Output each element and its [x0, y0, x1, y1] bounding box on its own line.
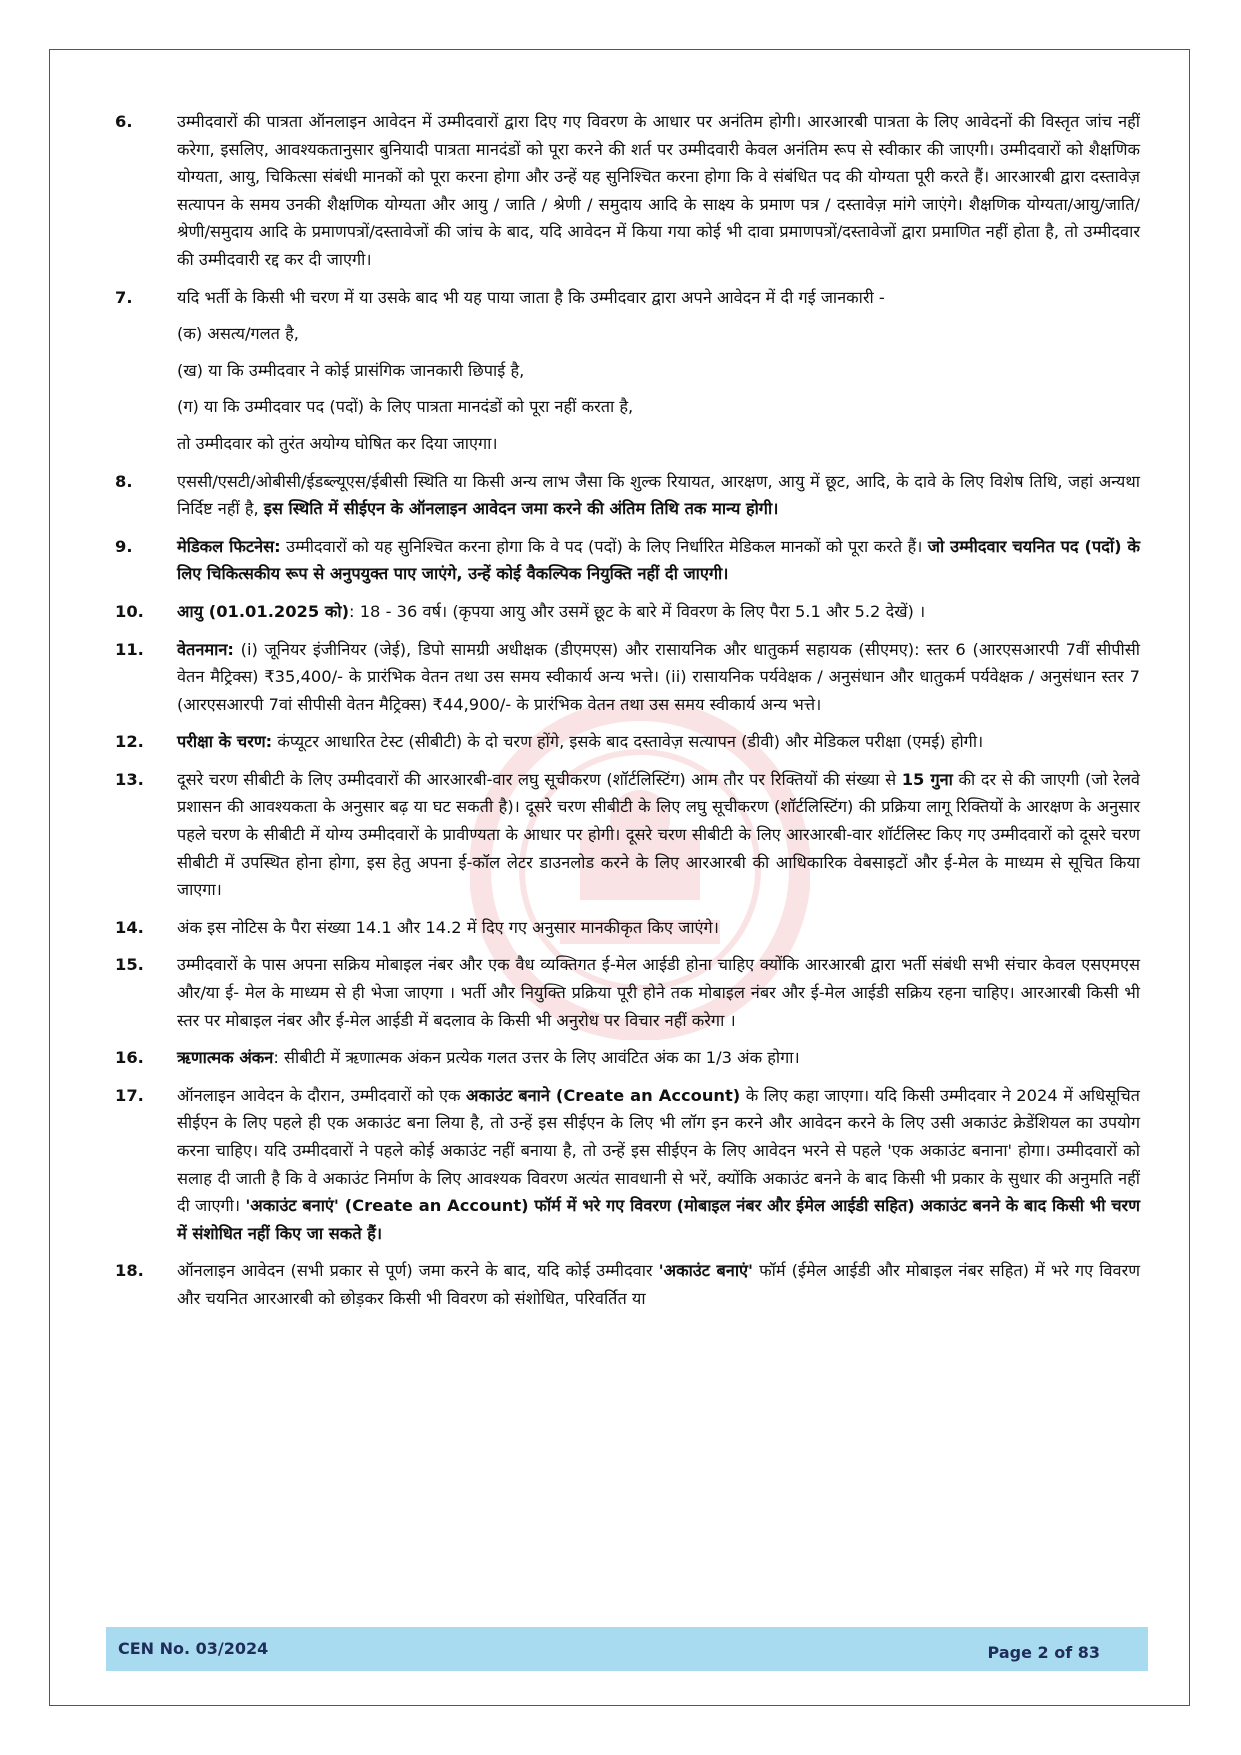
para-6: [115, 108, 1140, 274]
para-number: 17.: [115, 1085, 144, 1105]
para-number: 8.: [115, 471, 133, 491]
para-17: [115, 1082, 1140, 1248]
para-text-continued: की दर से की जाएगी (जो रेलवे प्रशासन की आवश्यकता के अनुसार बढ़ या घट सकती है)। दूसरे चरण सीबीटी के लिए लघु सूचीकरण (शॉर्टलिस्टिंग) की प्रक्रिया लागू रिक्तियों के आरक्षण के अनुसार पहले चरण के सीबीटी में योग्य उम्मीदवारों के प्रावीण्यता के आधार पर होगी। दूसरे चरण सीबीटी के लिए आरआरबी-वार शॉर्टलिस्ट किए गए उम्मीदवारों को दूसरे चरण सीबीटी में उपस्थित होना होगा, इस हेतु अपना ई-कॉल लेटर डाउनलोड करने के लिए आरआरबी की आधिकारिक वेबसाइटों और ई-मेल के माध्यम से सूचित किया जाएगा।: [177, 769, 1140, 900]
page-number: Page 2 of 83: [987, 1643, 1100, 1662]
sub-clause-c: (ग) या कि उम्मीदवार पद (पदों) के लिए पात्रता मानदंडों को पूरा नहीं करता है,: [177, 397, 634, 417]
para-text: : सीबीटी में ऋणात्मक अंकन प्रत्येक गलत उत्तर के लिए आवंटित अंक का 1/3 अंक होगा।: [273, 1048, 800, 1068]
para-text: : 18 - 36 वर्ष। (कृपया आयु और उसमें छूट के बारे में विवरण के लिए पैरा 5.1 और 5.2 देखें) ।: [349, 601, 926, 621]
para-number: 15.: [115, 955, 144, 975]
para-text: उम्मीदवारों की पात्रता ऑनलाइन आवेदन में उम्मीदवारों द्वारा दिए गए विवरण के आधार पर अनंतिम होगी। आरआरबी पात्रता के लिए आवेदनों की विस्तृत जांच नहीं करेगा, इसलिए, आवश्यकतानुसार बुनियादी पात्रता मानदंडों को पूरा करने की शर्त पर उम्मीदवारी केवल अनंतिम रूप से स्वीकार की जाएगी। उम्मीदवारों को शैक्षणिक योग्यता, आयु, चिकित्सा संबंधी मानकों को पूरा करना होगा और उन्हें यह सुनिश्चित करना होगा कि वे संबंधित पद की योग्यता पूरी करते हैं। आरआरबी द्वारा दस्तावेज़ सत्यापन के समय उनकी शैक्षणिक योग्यता और आयु / जाति / श्रेणी / समुदाय आदि के साक्ष्य के प्रमाण पत्र / दस्तावेज़ मांगे जाएंगे। शैक्षणिक योग्यता/आयु/जाति/श्रेणी/समुदाय आदि के प्रमाणपत्रों/दस्तावेजों की जांच के बाद, यदि आवेदन में किया गया कोई भी दावा प्रमाणपत्रों/दस्तावेजों द्वारा प्रमाणित नहीं होता है, तो उम्मीदवार की उम्मीदवारी रद्द कर दी जाएगी।: [177, 112, 1140, 269]
para-label: वेतनमान:: [177, 639, 234, 659]
para-label: ऋणात्मक अंकन: [177, 1048, 274, 1068]
para-12: [115, 728, 1140, 756]
para-number: 10.: [115, 601, 144, 621]
sub-clause-a: (क) असत्य/गलत है,: [177, 324, 299, 344]
para-bold-text-2: 'अकाउंट बनाएं' (Create an Account) फॉर्म में भरे गए विवरण (मोबाइल नंबर और ईमेल आईडी सहित) अकाउंट बनने के बाद किसी भी चरण में संशोधित नहीं किए जा सकते हैं।: [177, 1196, 1140, 1243]
page-footer: [106, 1627, 1148, 1671]
para-8: [115, 468, 1140, 523]
para-9: [115, 533, 1140, 588]
para-number: 16.: [115, 1048, 144, 1068]
para-16: [115, 1044, 1140, 1072]
para-bold-text: जो उम्मीदवार चयनित पद (पदों) के लिए चिकित्सकीय रूप से अनुपयुक्त पाए जाएंगे, उन्हें कोई वैकल्पिक नियुक्ति नहीं दी जाएगी।: [177, 536, 1140, 584]
para-text: दूसरे चरण सीबीटी के लिए उम्मीदवारों की आरआरबी-वार लघु सूचीकरण (शॉर्टलिस्टिंग) आम तौर पर रिक्तियों की संख्या से: [177, 769, 897, 789]
para-bold-text: इस स्थिति में सीईएन के ऑनलाइन आवेदन जमा करने की अंतिम तिथि तक मान्य होगी।: [263, 499, 779, 519]
para-label: आयु (01.01.2025 को): [177, 601, 350, 621]
para-text: उम्मीदवारों के पास अपना सक्रिय मोबाइल नंबर और एक वैध व्यक्तिगत ई-मेल आईडी होना चाहिए क्योंकि आरआरबी द्वारा भर्ती संबंधी सभी संचार केवल एसएमएस और/या ई- मेल के माध्यम से ही भेजा जाएगा । भर्ती और नियुक्ति प्रक्रिया पूरी होने तक मोबाइल नंबर और ई-मेल आईडी सक्रिय रहना चाहिए। आरआरबी किसी भी स्तर पर मोबाइल नंबर और ई-मेल आईडी में बदलाव के किसी भी अनुरोध पर विचार नहीं करेगा ।: [177, 955, 1140, 1030]
para-13: [115, 766, 1140, 904]
para-bold-text: 'अकाउंट बनाएं': [658, 1261, 754, 1281]
document-body: [115, 108, 1140, 1323]
para-number: 14.: [115, 917, 144, 937]
para-text: (i) जूनियर इंजीनियर (जेई), डिपो सामग्री अधीक्षक (डीएमएस) और रासायनिक और धातुकर्म सहायक (सीएमए): स्तर 6 (आरएसआरपी 7वीं सीपीसी वेतन मैट्रिक्स) ₹35,400/- के प्रारंभिक वेतन तथा उस समय स्वीकार्य अन्य भत्ते। (ii) रासायनिक पर्यवेक्षक / अनुसंधान और धातुकर्म पर्यवेक्षक / अनुसंधान स्तर 7 (आरएसआरपी 7वां सीपीसी वेतन मैट्रिक्स) ₹44,900/- के प्रारंभिक वेतन तथा उस समय स्वीकार्य अन्य भत्ते।: [177, 639, 1140, 714]
para-text: अंक इस नोटिस के पैरा संख्या 14.1 और 14.2 में दिए गए अनुसार मानकीकृत किए जाएंगे।: [177, 917, 719, 937]
para-number: 9.: [115, 536, 133, 556]
sub-clause-conclusion: तो उम्मीदवार को तुरंत अयोग्य घोषित कर दिया जाएगा।: [177, 433, 498, 453]
para-18: [115, 1257, 1140, 1312]
para-number: 18.: [115, 1261, 144, 1281]
para-7: [115, 284, 1140, 458]
para-label: मेडिकल फिटनेस:: [177, 536, 281, 556]
para-number: 7.: [115, 287, 133, 307]
para-text: ऑनलाइन आवेदन (सभी प्रकार से पूर्ण) जमा करने के बाद, यदि कोई उम्मीदवार: [177, 1261, 653, 1281]
para-label: परीक्षा के चरण:: [177, 732, 273, 752]
para-14: [115, 914, 1140, 942]
para-10: [115, 598, 1140, 626]
para-text-continued: के लिए कहा जाएगा। यदि किसी उम्मीदवार ने 2024 में अधिसूचित सीईएन के लिए पहले ही एक अकाउंट बना लिया है, तो उन्हें इस सीईएन के लिए भी लॉग इन करने और आवेदन करने के लिए उसी अकाउंट क्रेडेंशियल का उपयोग करना चाहिए। यदि उम्मीदवारों ने पहले कोई अकाउंट नहीं बनाया है, तो उन्हें इस सीईएन के लिए आवेदन भरने से पहले 'एक अकाउंट बनाना' होगा। उम्मीदवारों को सलाह दी जाती है कि वे अकाउंट निर्माण के लिए आवश्यक विवरण अत्यंत सावधानी से भरें, क्योंकि अकाउंट बनने के बाद किसी भी प्रकार के सुधार की अनुमति नहीं दी जाएगी।: [177, 1085, 1140, 1216]
para-number: 6.: [115, 112, 133, 131]
para-text-continued: फॉर्म (ईमेल आईडी और मोबाइल नंबर सहित) में भरे गए विवरण और चयनित आरआरबी को छोड़कर किसी भी विवरण को संशोधित, परिवर्तित या: [177, 1261, 1141, 1308]
cen-number: CEN No. 03/2024: [118, 1639, 269, 1658]
para-15: [115, 951, 1140, 1034]
para-text: एससी/एसटी/ओबीसी/ईडब्ल्यूएस/ईबीसी स्थिति या किसी अन्य लाभ जैसा कि शुल्क रियायत, आरक्षण, आयु में छूट, आदि, के दावे के लिए विशेष तिथि, जहां अन्यथा निर्दिष्ट नहीं है,: [177, 471, 1140, 519]
para-11: [115, 636, 1140, 719]
para-bold-text: 15 गुना: [901, 769, 953, 789]
para-text: यदि भर्ती के किसी भी चरण में या उसके बाद भी यह पाया जाता है कि उम्मीदवार द्वारा अपने आवेदन में दी गई जानकारी -: [177, 287, 885, 307]
para-number: 12.: [115, 732, 144, 752]
sub-clause-b: (ख) या कि उम्मीदवार ने कोई प्रासंगिक जानकारी छिपाई है,: [177, 360, 525, 380]
para-number: 11.: [115, 639, 144, 659]
para-text: कंप्यूटर आधारित टेस्ट (सीबीटी) के दो चरण होंगे, इसके बाद दस्तावेज़ सत्यापन (डीवी) और मेडिकल परीक्षा (एमई) होगी।: [277, 732, 984, 752]
para-number: 13.: [115, 769, 144, 789]
para-text: ऑनलाइन आवेदन के दौरान, उम्मीदवारों को एक: [177, 1085, 461, 1105]
para-bold-text: अकाउंट बनाने (Create an Account): [466, 1085, 741, 1105]
para-text: उम्मीदवारों को यह सुनिश्चित करना होगा कि वे पद (पदों) के लिए निर्धारित मेडिकल मानकों को पूरा करते हैं।: [286, 536, 923, 556]
